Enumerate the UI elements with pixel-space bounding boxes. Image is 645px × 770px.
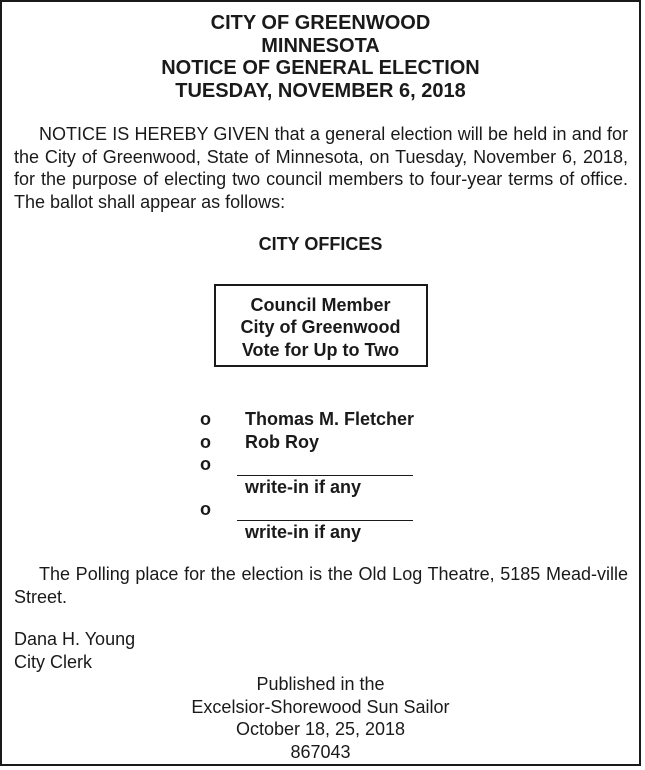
- write-in-label: write-in if any: [245, 521, 362, 542]
- publication-block: [2, 673, 639, 763]
- notice-paragraph: NOTICE IS HEREBY GIVEN that a general election will be held in and for the City of Greenwood, State of Minnesota, on Tuesday, November 6, 2018, for the purpose of electing two council members to four-year terms of office. The ballot shall appear as follows:: [14, 124, 628, 212]
- ballot-instructions: Vote for Up to Two: [241, 339, 400, 360]
- ballot-jurisdiction: City of Greenwood: [240, 317, 401, 337]
- write-in-line: [237, 505, 413, 521]
- notice-header: [2, 2, 639, 102]
- polling-paragraph: The Polling place for the election is the Old Log Theatre, 5185 Mead-ville Street.: [14, 564, 628, 607]
- header-city: CITY OF GREENWOOD: [210, 12, 431, 34]
- header-notice-title: NOTICE OF GENERAL ELECTION: [161, 57, 480, 79]
- write-in-row: [200, 498, 639, 521]
- signature-block: [2, 628, 639, 673]
- write-in-row: [200, 453, 639, 476]
- candidate-row: [200, 408, 639, 431]
- signer-title: City Clerk: [14, 651, 93, 672]
- section-title: CITY OFFICES: [258, 234, 383, 254]
- publication-dates: October 18, 25, 2018: [235, 719, 406, 739]
- write-in-line: [237, 460, 413, 476]
- candidate-row: [200, 431, 639, 454]
- candidate-name: Rob Roy: [245, 431, 319, 452]
- candidate-name: Thomas M. Fletcher: [245, 409, 415, 429]
- ballot-box: [214, 284, 428, 368]
- ballot-oval: o: [200, 454, 211, 474]
- publication-id: 867043: [290, 741, 351, 762]
- ballot-oval: o: [200, 409, 211, 429]
- header-date: TUESDAY, NOVEMBER 6, 2018: [175, 79, 466, 102]
- publication-line: Published in the: [256, 674, 385, 694]
- write-in-label: write-in if any: [245, 476, 362, 497]
- ballot-oval: o: [200, 499, 211, 519]
- ballot-oval: o: [200, 431, 211, 452]
- candidate-list: [200, 408, 639, 543]
- signer-name: Dana H. Young: [14, 629, 136, 649]
- ballot-office: Council Member: [250, 294, 391, 315]
- header-state: MINNESOTA: [261, 34, 380, 57]
- publication-newspaper: Excelsior-Shorewood Sun Sailor: [191, 696, 450, 717]
